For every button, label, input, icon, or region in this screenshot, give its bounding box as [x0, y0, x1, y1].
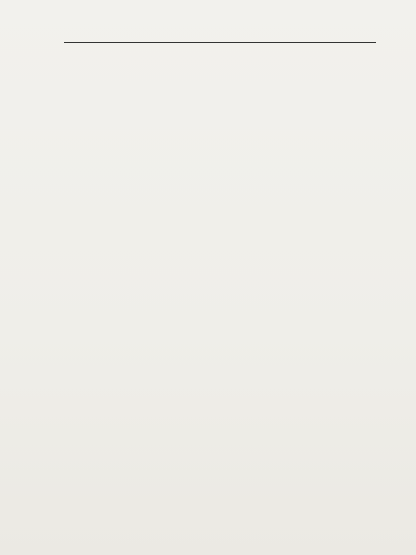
toc-content	[64, 50, 376, 60]
running-head	[64, 22, 376, 43]
